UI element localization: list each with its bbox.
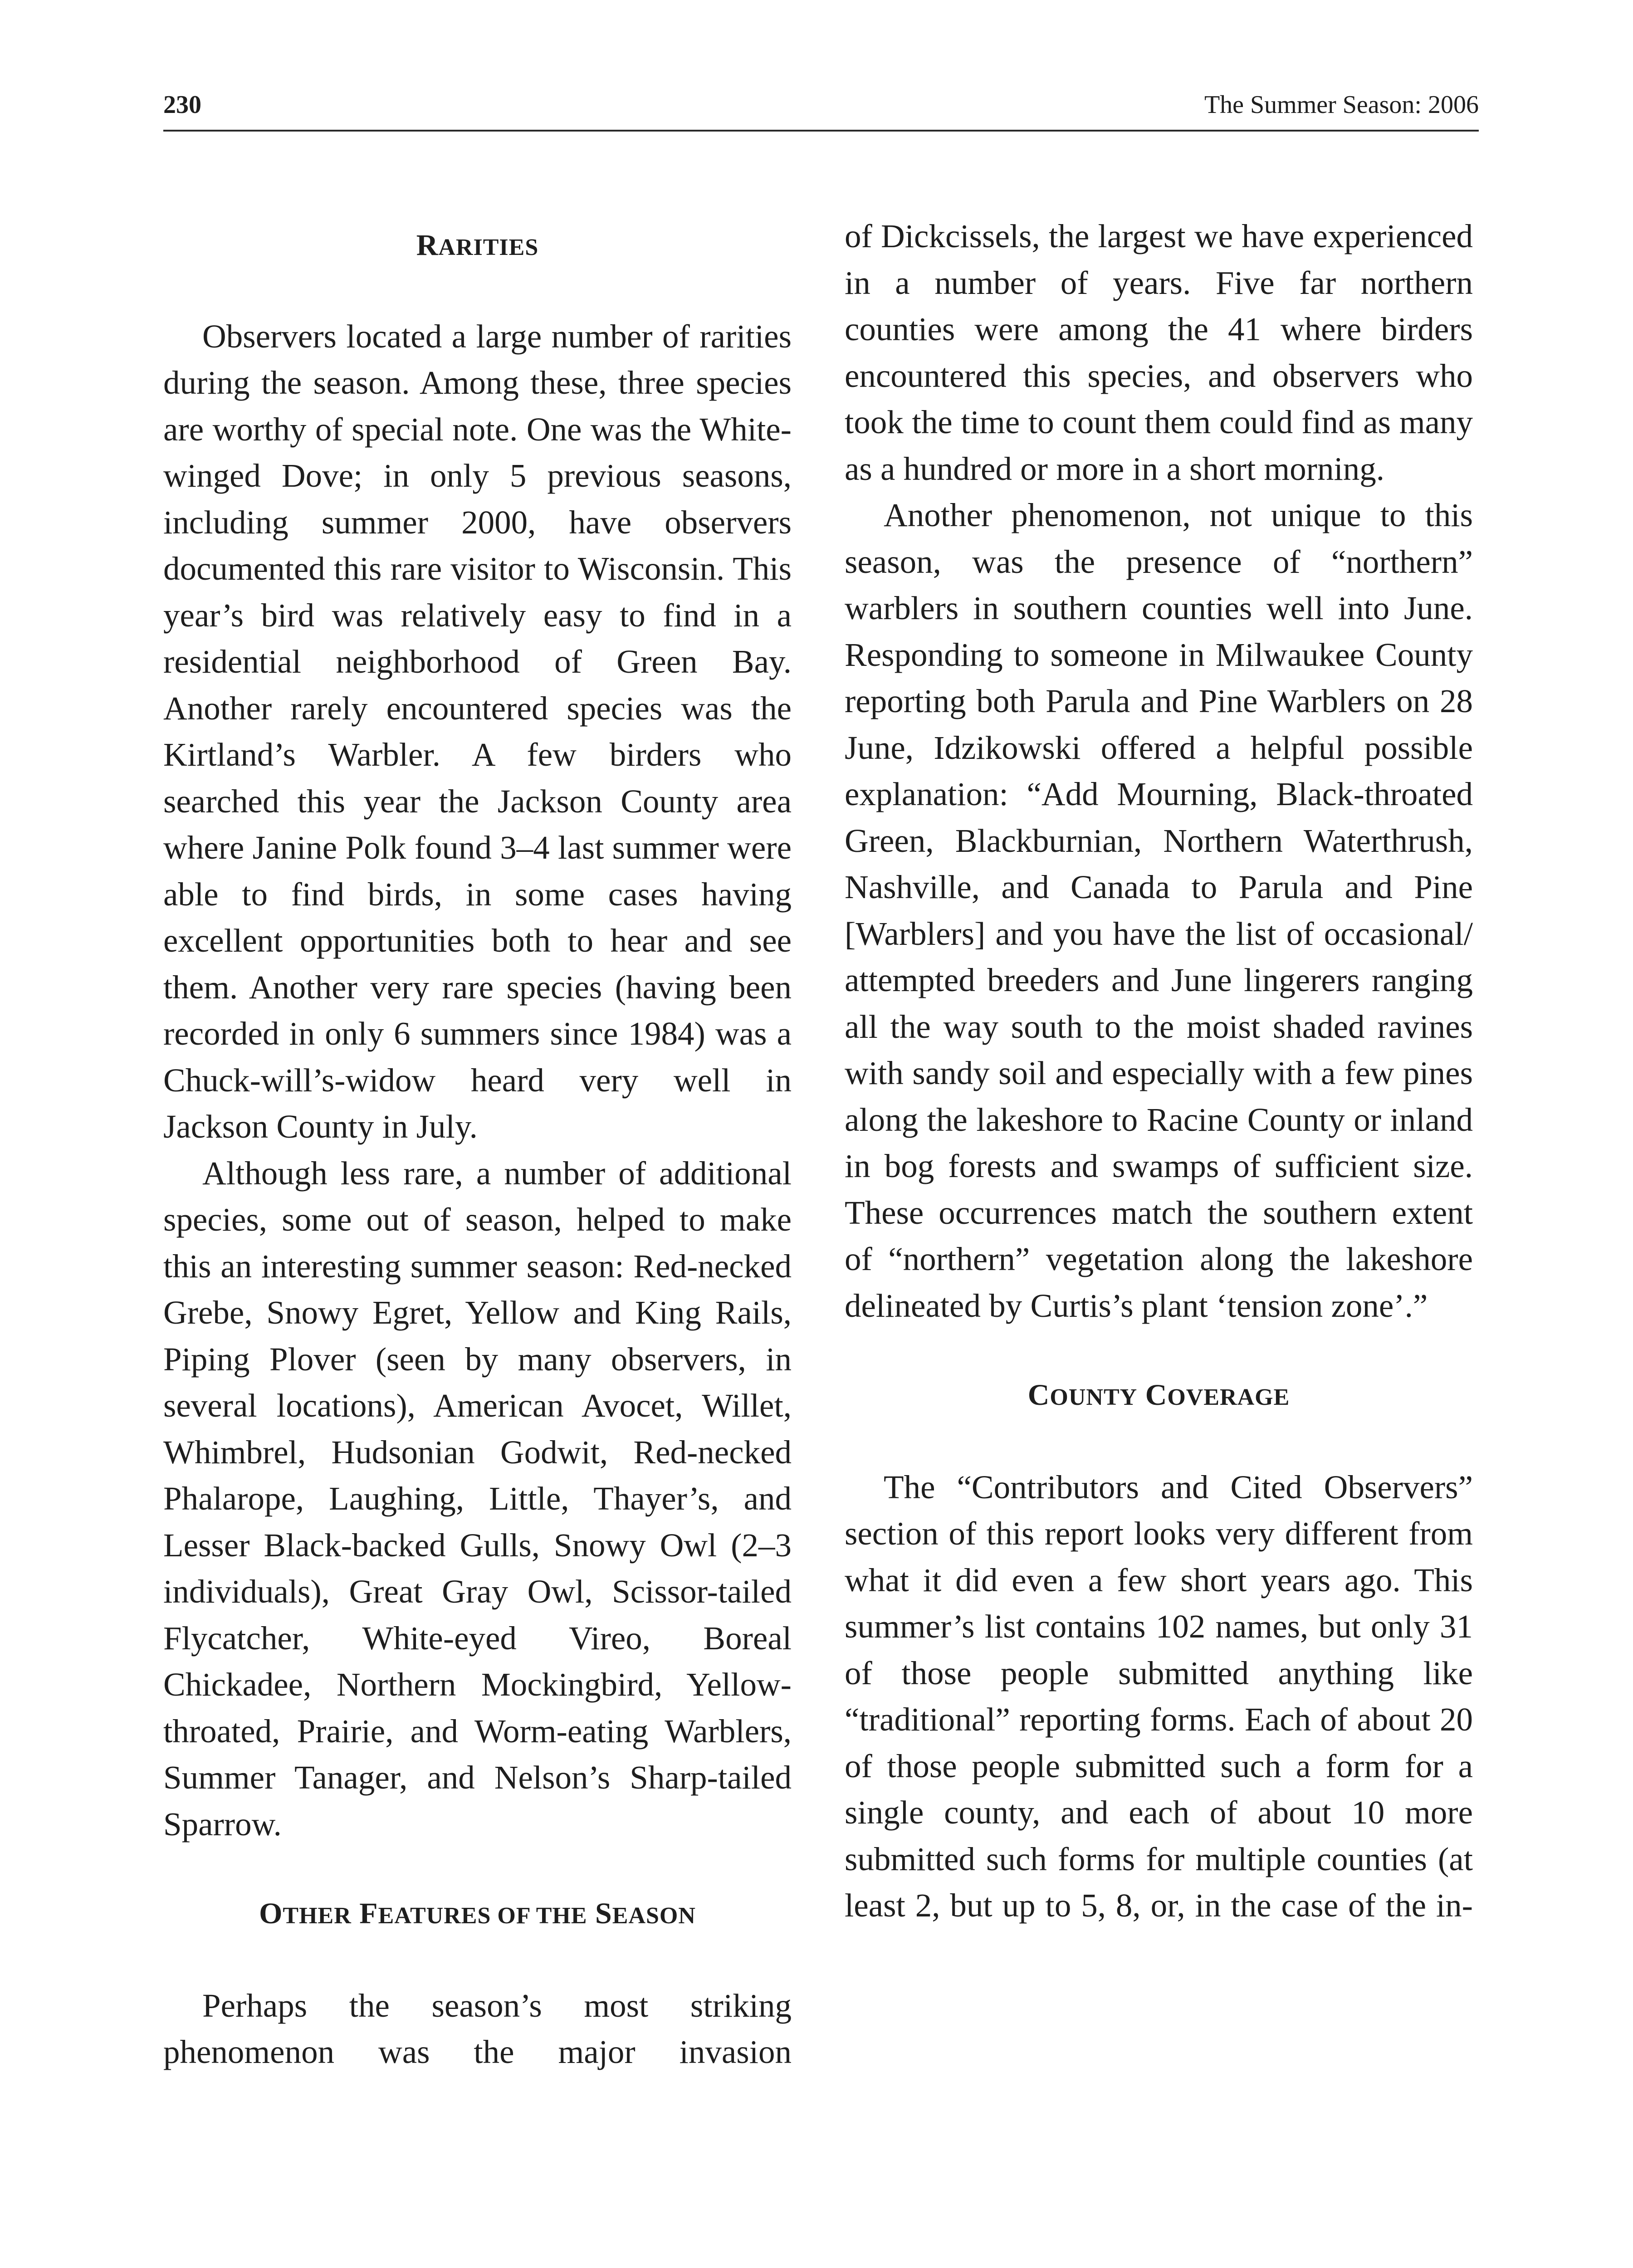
county-coverage-paragraph-1: The “Contributors and Cited Observers” section of this report looks very different from what it did even a few short years ago. This summer’s list contains 102 names, but only 31 of those people submitted anything like “traditional” reporting forms. Each of about 20 of those people submitted such a form for a single county, and each of about 10 more submitted such forms for multiple counties (at least 2, but up to 5, 8, or, in the case of the in- xyxy=(845,1468,1473,1924)
rarities-paragraph-2: Although less rare, a number of additional species, some out of season, helped to make this an interesting summer season: Red-necked Grebe, Snowy Egret, Yellow and King Rails, Piping Plover (seen by many observers, in several locations), American Avocet, Willet, Whimbrel, Hudsonian Godwit, Red-necked Phalarope, Laughing, Little, Thayer’s, and Lesser Black-backed Gulls, Snowy Owl (2–3 individuals), Great Gray Owl, Scissor-tailed Flycatcher, White-eyed Vireo, Boreal Chickadee, Northern Mockingbird, Yellow-throated, Prairie, and Worm-eating Warblers, Summer Tanager, and Nelson’s Sharp-tailed Sparrow. xyxy=(163,1154,792,1843)
running-head xyxy=(163,89,1479,132)
running-title: The Summer Season: 2006 xyxy=(1204,91,1479,119)
heading-county-coverage: COUNTY COVERAGE xyxy=(1027,1378,1290,1412)
heading-other-features: OTHER FEATURES OF THE SEASON xyxy=(259,1897,696,1930)
other-features-paragraph-1: Perhaps the season’s most striking phenomenon was the major invasion xyxy=(163,1987,792,2070)
right-column xyxy=(845,213,1473,1929)
heading-rarities: RARITIES xyxy=(416,229,539,262)
other-features-paragraph-2: Another phenomenon, not unique to this season, was the presence of “northern” warblers in southern counties well into June. Responding to someone in Milwaukee County reporting both Parula and Pine Warblers on 28 June, Idzikowski offered a helpful possible explanation: “Add Mourning, Black-throated Green, Blackburnian, Northern Waterthrush, Nashville, and Canada to Parula and Pine [Warblers] and you have the list of occasional/ attempted breeders and June lingerers ranging all the way south to the moist shaded ravines with sandy soil and especially with a few pines along the lakeshore to Racine County or inland in bog forests and swamps of sufficient size. These occurrences match the southern extent of “northern” vegetation along the lakeshore delineated by Curtis’s plant ‘tension zone’.” xyxy=(845,497,1473,1324)
page-number: 230 xyxy=(163,91,201,119)
rarities-paragraph-1: Observers located a large number of rarities during the season. Among these, three species are worthy of special note. One was the White-winged Dove; in only 5 previous seasons, including summer 2000, have observers documented this rare visitor to Wisconsin. This year’s bird was relatively easy to find in a residential neighborhood of Green Bay. Another rarely encountered species was the Kirtland’s Warbler. A few birders who searched this year the Jackson County area where Janine Polk found 3–4 last summer were able to find birds, in some cases having excellent opportunities both to hear and see them. Another very rare species (having been recorded in only 6 summers since 1984) was a Chuck-will’s-widow heard very well in Jackson County in July. xyxy=(163,318,792,1145)
other-features-paragraph-1-continued: of Dickcissels, the largest we have experienced in a number of years. Five far northern counties were among the 41 where birders encountered this species, and observers who took the time to count them could find as many as a hundred or more in a short morning. xyxy=(845,218,1473,487)
left-column xyxy=(163,213,792,2076)
